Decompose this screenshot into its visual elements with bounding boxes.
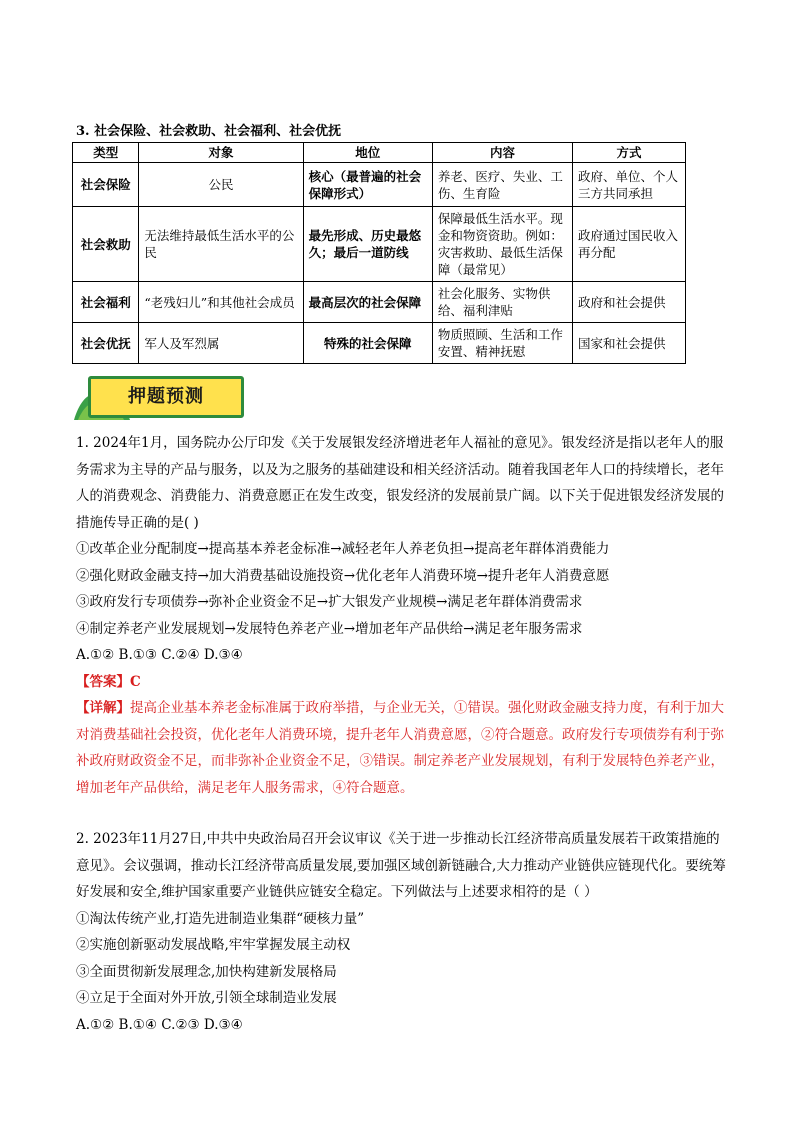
section-heading: 3. 社会保险、社会救助、社会福利、社会优抚 [76,124,342,139]
social-security-table [72,142,686,364]
question-2-option: ④立足于全面对外开放,引领全球制造业发展 [76,990,337,1006]
cell-type: 社会救助 [73,207,139,282]
question-1-choices: A.①② B.①③ C.②④ D.③④ [76,647,243,663]
question-1-stem: 1. 2024年1月，国务院办公厅印发《关于发展银发经济增进老年人福祉的意见》。银发经济是指以老年人的服务需求为主导的产品与服务，以及为之服务的基础建设和相关经济活动。随着我国老年人口的持续增长，老年人的消费观念、消费能力、消费意愿正在发生改变，银发经济的发展前景广阔。以下关于促进银发经济发展的措施传导正确的是( ) [76,435,724,531]
header-type: 类型 [73,143,139,163]
detail-label: 【详解】 [76,700,130,716]
question-2-choices: A.①② B.①④ C.②③ D.③④ [76,1016,243,1033]
question-1 [76,430,726,801]
header-method: 方式 [573,143,686,163]
question-1-option: ④制定养老产业发展规划→发展特色养老产业→增加老年产品供给→满足老年服务需求 [76,620,583,637]
header-object: 对象 [139,143,303,163]
cell-position: 核心（最普遍的社会保障形式） [303,163,432,207]
question-1-option: ③政府发行专项债券→弥补企业资金不足→扩大银发产业规模→满足老年群体消费需求 [76,594,583,610]
header-position: 地位 [303,143,432,163]
cell-type: 社会福利 [73,282,139,323]
cell-method: 国家和社会提供 [573,323,686,364]
question-1-option: ①改革企业分配制度→提高基本养老金标准→减轻老年人养老负担→提高老年群体消费能力 [76,541,610,557]
banner-label: 押题预测 [128,386,204,407]
header-content: 内容 [432,143,572,163]
answer-value: C [130,673,141,690]
question-1-option: ②强化财政金融支持→加大消费基础设施投资→优化老年人消费环境→提升老年人消费意愿 [76,567,610,584]
cell-position: 最先形成、历史最悠久；最后一道防线 [303,207,432,282]
question-2-option: ③全面贯彻新发展理念,加快构建新发展格局 [76,963,337,980]
question-1-detail [76,695,726,801]
cell-object: 无法维持最低生活水平的公民 [139,207,303,282]
table-row [73,323,686,364]
detail-text: 提高企业基本养老金标准属于政府举措，与企业无关，①错误。强化财政金融支持力度，有利于加大对消费基础社会投资，优化老年人消费环境，提升老年人消费意愿，②符合题意。政府发行专项债券有利于弥补政府财政资金不足，而非弥补企业资金不足，③错误。制定养老产业发展规划，有利于发展特色养老产业，增加老年产品供给，满足老年人服务需求，④符合题意。 [76,700,724,796]
section-banner [74,372,246,420]
cell-method: 政府、单位、个人三方共同承担 [573,163,686,207]
question-2-option: ①淘汰传统产业,打造先进制造业集群“硬核力量” [76,910,365,927]
question-1-answer [76,669,726,696]
cell-content: 保障最低生活水平。现金和物资资助。例如：灾害救助、最低生活保障（最常见） [432,207,572,282]
cell-method: 政府和社会提供 [573,282,686,323]
cell-type: 社会保险 [73,163,139,207]
cell-content: 养老、医疗、失业、工伤、生育险 [432,163,572,207]
table-header-row [73,143,686,163]
cell-object: “老残妇儿”和其他社会成员 [139,282,303,323]
cell-content: 社会化服务、实物供给、福利津贴 [432,282,572,323]
question-2-stem: 2. 2023年11月27日,中共中央政治局召开会议审议《关于进一步推动长江经济带高质量发展若干政策措施的意见》。会议强调，推动长江经济带高质量发展,要加强区域创新链融合,大力推动产业链供应链现代化。要统筹好发展和安全,维护国家重要产业链供应链安全稳定。下列做法与上述要求相符的是（ ） [76,831,726,900]
table-row [73,163,686,207]
cell-object: 军人及军烈属 [139,323,303,364]
cell-position: 最高层次的社会保障 [303,282,432,323]
table-row [73,207,686,282]
table-row [73,282,686,323]
cell-method: 政府通过国民收入再分配 [573,207,686,282]
cell-object: 公民 [139,163,303,207]
cell-position: 特殊的社会保障 [303,323,432,364]
cell-type: 社会优抚 [73,323,139,364]
answer-label: 【答案】 [76,673,130,690]
question-2-option: ②实施创新驱动发展战略,牢牢掌握发展主动权 [76,937,351,953]
question-2 [76,826,726,1038]
cell-content: 物质照顾、生活和工作安置、精神抚慰 [432,323,572,364]
